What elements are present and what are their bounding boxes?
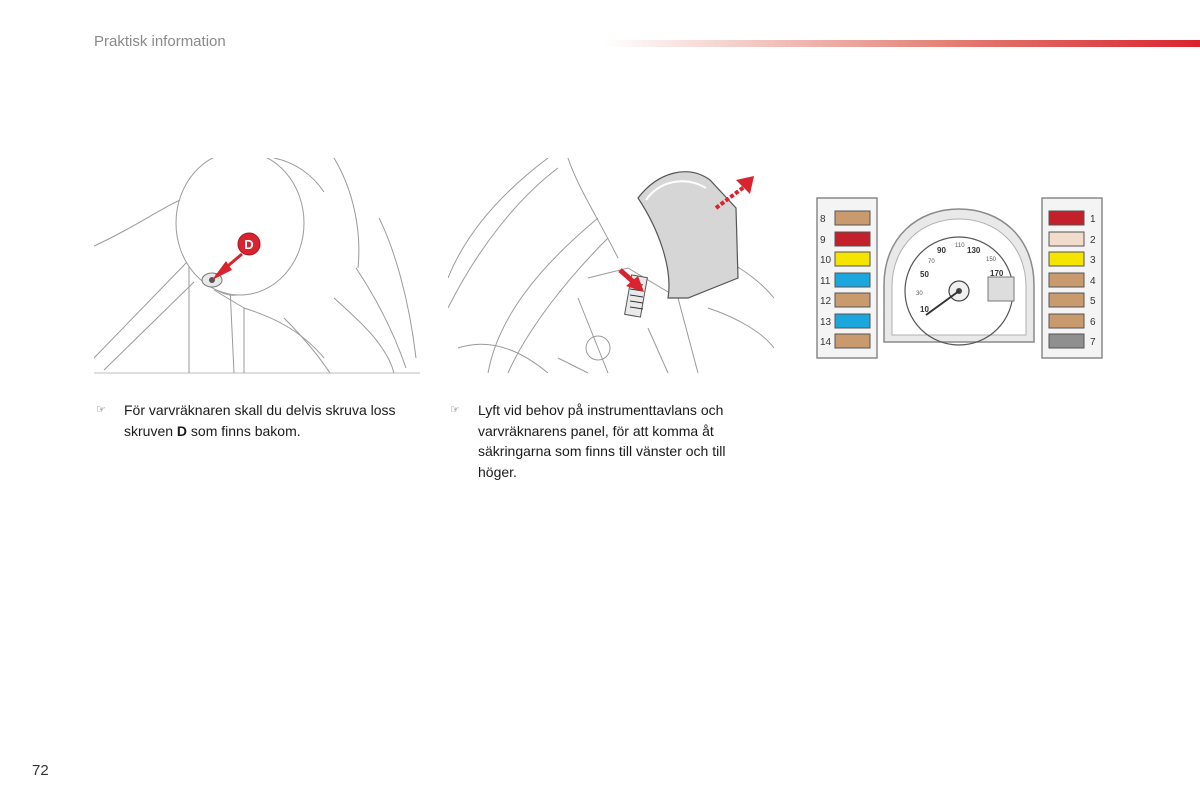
gauge-label: 110: [955, 243, 965, 249]
fuse-right-5: [1049, 293, 1084, 307]
gauge-label: 170: [990, 269, 1004, 278]
gauge-label: 130: [967, 246, 981, 255]
pointing-hand-icon: ☞: [450, 404, 460, 416]
fuse-right-2: [1049, 232, 1084, 246]
fuse-number: 8: [820, 214, 826, 225]
pointing-hand-icon: ☞: [96, 404, 106, 416]
fuse-number: 6: [1090, 317, 1096, 328]
fuse-right-7: [1049, 334, 1084, 348]
fuse-number: 7: [1090, 337, 1096, 348]
fuse-right-6: [1049, 314, 1084, 328]
page-number: 72: [32, 762, 49, 779]
gauge-label: 90: [937, 246, 946, 255]
caption-middle-text: Lyft vid behov på instrumenttavlans och varvräknarens panel, för att komma åt säkringarna som finns till vänster och till höger.: [478, 402, 726, 480]
fuse-number: 9: [820, 235, 826, 246]
fuse-left-14: [835, 334, 870, 348]
speedometer-gauge: [884, 209, 1034, 345]
fuse-number: 3: [1090, 255, 1096, 266]
section-title: Praktisk information: [94, 33, 226, 50]
fuse-right-1: [1049, 211, 1084, 225]
fuse-left-9: [835, 232, 870, 246]
fuse-left-11: [835, 273, 870, 287]
callout-d-label: D: [244, 237, 254, 252]
fuse-number: 1: [1090, 214, 1096, 225]
illustration-instrument-panel: [448, 158, 774, 378]
fuse-number: 12: [820, 296, 832, 307]
illustration-screw-location: [94, 158, 420, 378]
fuse-left-12: [835, 293, 870, 307]
gauge-label: 150: [986, 257, 997, 263]
fuse-number: 13: [820, 317, 832, 328]
caption-left-text: För varvräknaren skall du delvis skruva loss skruven D som finns bakom.: [124, 402, 396, 439]
fuse-left-10: [835, 252, 870, 266]
caption-middle: [450, 400, 762, 482]
fuse-number: 14: [820, 337, 832, 348]
fuse-right-3: [1049, 252, 1084, 266]
fuse-number: 10: [820, 255, 832, 266]
fuse-number: 2: [1090, 235, 1096, 246]
gauge-label: 30: [916, 291, 923, 297]
fuse-number: 4: [1090, 276, 1096, 287]
fuse-left-13: [835, 314, 870, 328]
fuse-number: 5: [1090, 296, 1096, 307]
caption-left: [96, 400, 416, 441]
fuse-number: 11: [820, 276, 831, 287]
gauge-label: 50: [920, 270, 929, 279]
gauge-label: 10: [920, 305, 929, 314]
gauge-label: 70: [928, 259, 935, 265]
fuse-left-8: [835, 211, 870, 225]
header-accent-bar: [604, 40, 1200, 47]
fuse-diagram: [816, 197, 1104, 361]
fuse-right-4: [1049, 273, 1084, 287]
